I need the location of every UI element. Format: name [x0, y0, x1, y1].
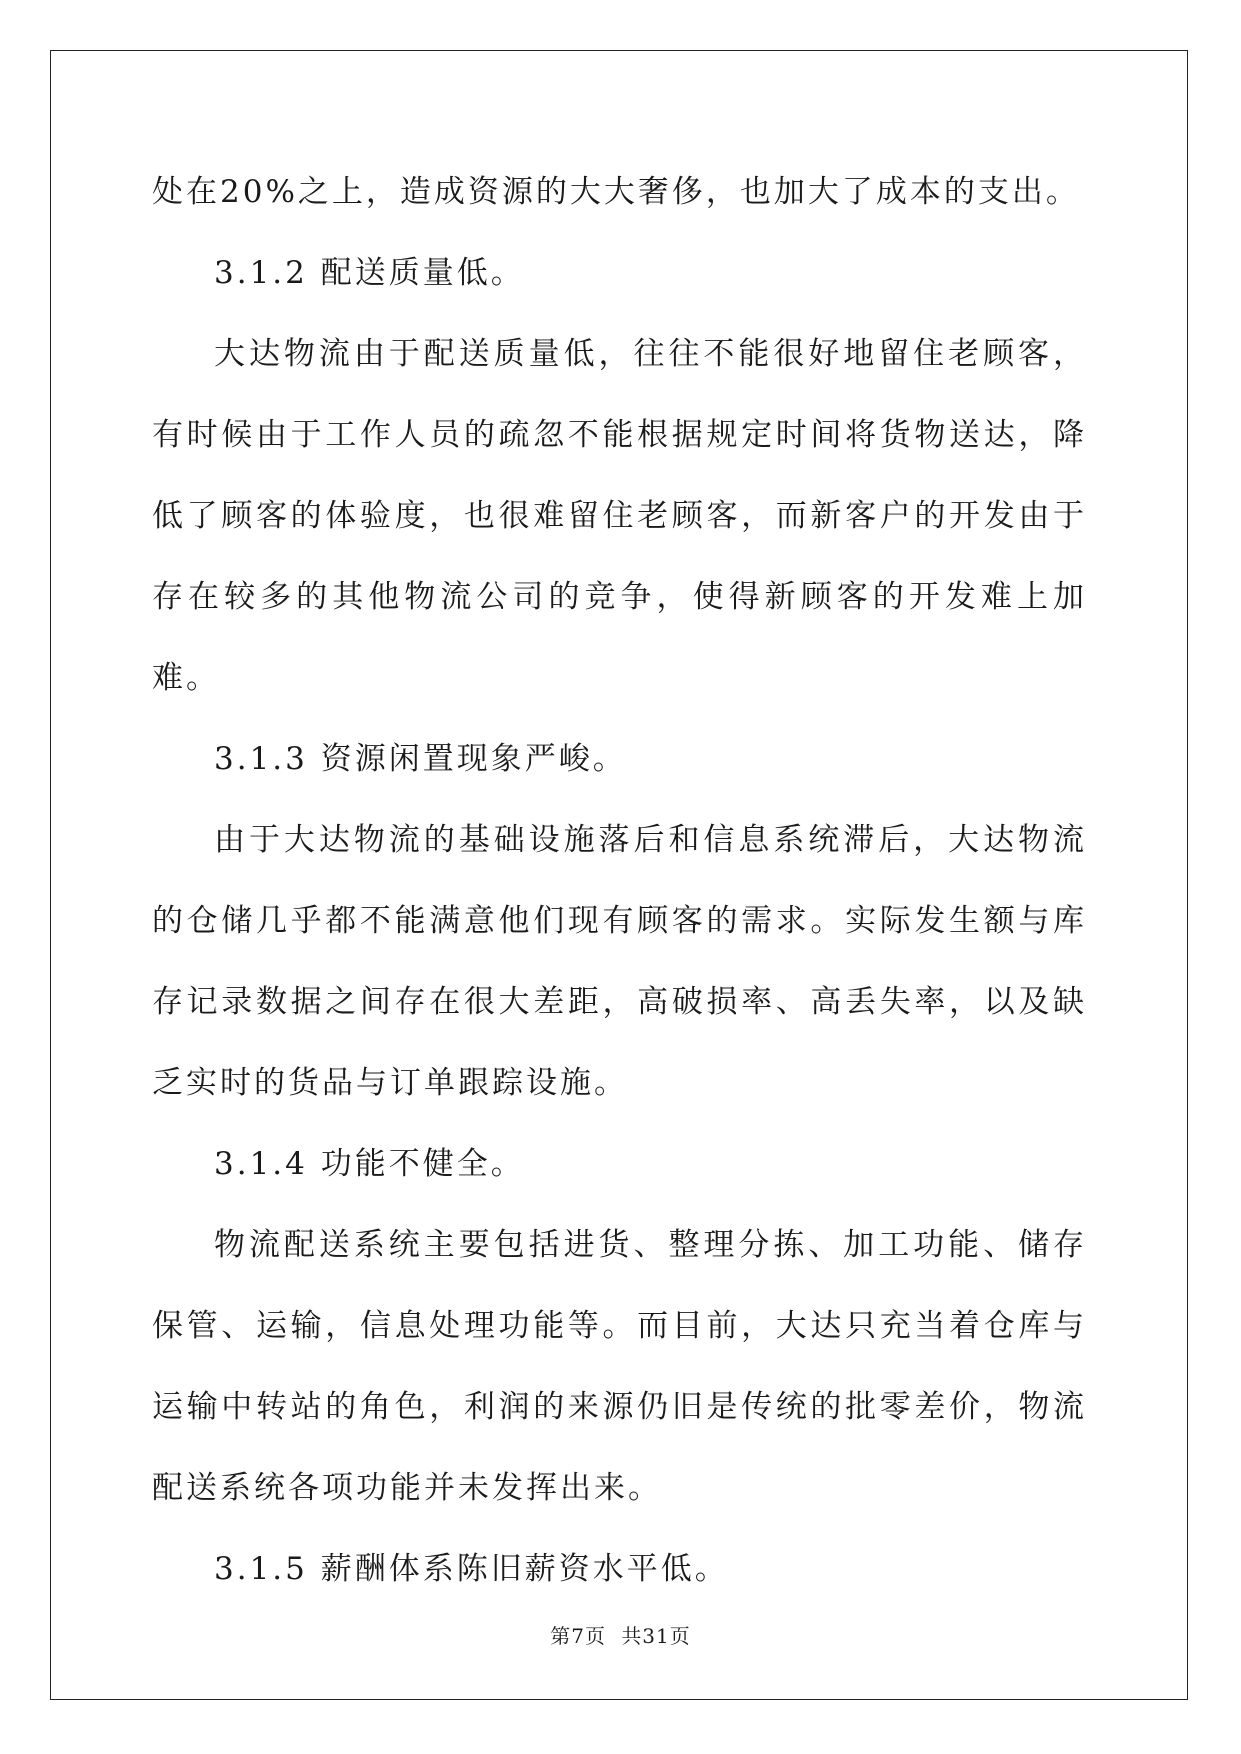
paragraph-3: 由于大达物流的基础设施落后和信息系统滞后，大达物流的仓储几乎都不能满意他们现有顾客的需求。实际发生额与库存记录数据之间存在很大差距，高破损率、高丢失率，以及缺乏实时的货品与订单跟踪设施。: [152, 822, 1087, 1101]
section-heading-3-1-3: 3.1.3 资源闲置现象严峻。: [214, 741, 627, 777]
page-footer: [0, 1620, 1241, 1649]
section-heading-3-1-4: 3.1.4 功能不健全。: [214, 1146, 525, 1182]
paragraph-4: 物流配送系统主要包括进货、整理分拣、加工功能、储存保管、运输，信息处理功能等。而目前，大达只充当着仓库与运输中转站的角色，利润的来源仍旧是传统的批零差价，物流配送系统各项功能并未发挥出来。: [152, 1227, 1087, 1506]
page-total: 共31页: [621, 1624, 691, 1648]
page-number: 第7页: [550, 1624, 606, 1648]
section-heading-3-1-2: 3.1.2 配送质量低。: [214, 255, 525, 291]
paragraph-1: 处在20%之上，造成资源的大大奢侈，也加大了成本的支出。: [152, 174, 1080, 210]
document-body: [152, 152, 1087, 1610]
paragraph-2: 大达物流由于配送质量低，往往不能很好地留住老顾客，有时候由于工作人员的疏忽不能根据规定时间将货物送达，降低了顾客的体验度，也很难留住老顾客，而新客户的开发由于存在较多的其他物流公司的竞争，使得新顾客的开发难上加难。: [152, 336, 1087, 696]
section-heading-3-1-5: 3.1.5 薪酬体系陈旧薪资水平低。: [214, 1551, 729, 1587]
